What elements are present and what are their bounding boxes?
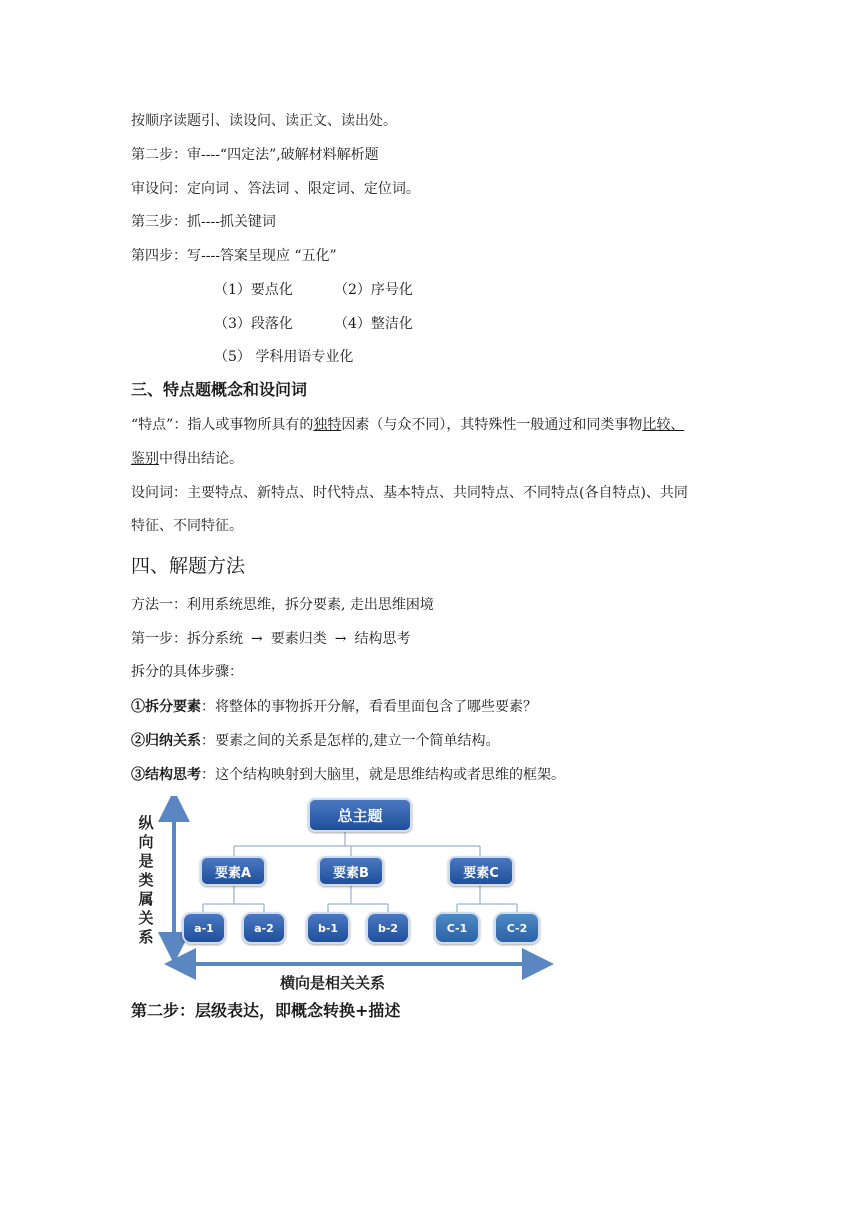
five-item-2: （2）序号化: [334, 282, 413, 298]
five-item-3: （3）段落化: [214, 316, 293, 332]
five-items-row-1: [214, 280, 413, 300]
section-four-heading: 四、解题方法: [131, 555, 246, 577]
question-words-line-2: 特征、不同特征。: [131, 518, 243, 534]
underlined-term: 独特: [313, 417, 342, 433]
flow-step: 要素归类: [270, 631, 327, 647]
diagram-leaf-node: b-2: [366, 912, 410, 944]
vertical-axis-label: 纵 向 是 类 属 关 系: [138, 814, 154, 946]
underlined-term: 比较、: [642, 417, 685, 433]
definition-text: “特点”：指人或事物所具有的: [131, 417, 314, 433]
flow-step: 第一步：拆分系统: [131, 631, 243, 647]
step-description: ：这个结构映射到大脑里，就是思维结构或者思维的框架。: [201, 767, 565, 783]
diagram-leaf-node: a-1: [182, 912, 226, 944]
step-four-text: 第四步：写----答案呈现应 “五化”: [131, 248, 337, 264]
split-steps-title: 拆分的具体步骤：: [131, 664, 243, 680]
feature-definition-line-1: [131, 415, 684, 435]
diagram-top-node: 总主题: [308, 798, 412, 832]
step-label: ②归纳关系: [131, 733, 201, 749]
diagram-element-node: 要素B: [318, 856, 384, 886]
diagram-leaf-node: b-1: [306, 912, 350, 944]
step-one-flow: [131, 629, 410, 649]
structure-diagram: [130, 796, 578, 992]
section-three-heading: 三、特点题概念和设问词: [131, 380, 308, 399]
five-item-4: （4）整洁化: [334, 316, 413, 332]
split-step-2: [131, 731, 499, 751]
question-words-line-1: 设问词：主要特点、新特点、时代特点、基本特点、共同特点、不同特点(各自特点)、共同: [131, 485, 688, 501]
split-step-1: [131, 697, 537, 717]
arrow-right-icon: →: [251, 631, 263, 647]
step-two-text: 第二步：审----“四定法”,破解材料解析题: [131, 147, 379, 163]
step-description: ：要素之间的关系是怎样的,建立一个简单结构。: [201, 733, 500, 749]
five-item-1: （1）要点化: [214, 282, 293, 298]
read-order-text: 按顺序读题引、读设问、读正文、读出处。: [131, 113, 397, 129]
feature-definition-line-2: [131, 449, 243, 469]
method-one-text: 方法一：利用系统思维，拆分要素, 走出思维困境: [131, 597, 434, 613]
diagram-element-node: 要素C: [448, 856, 514, 886]
definition-text: 中得出结论。: [159, 451, 243, 467]
step-label: ①拆分要素: [131, 699, 201, 715]
flow-step: 结构思考: [354, 631, 411, 647]
arrow-right-icon: →: [334, 631, 347, 647]
diagram-leaf-node: C-1: [434, 912, 480, 944]
horizontal-axis-label: 横向是相关关系: [280, 974, 386, 992]
five-items-row-2: [214, 314, 413, 334]
diagram-leaf-node: C-2: [494, 912, 540, 944]
definition-text: 因素（与众不同），其特殊性一般通过和同类事物: [341, 417, 643, 433]
step-three-text: 第三步：抓----抓关键词: [131, 214, 276, 230]
underlined-term: 鉴别: [131, 451, 159, 467]
step-two-heading: 第二步：层级表达，即概念转换+描述: [131, 1001, 401, 1020]
diagram-leaf-node: a-2: [242, 912, 286, 944]
step-label: ③结构思考: [131, 767, 201, 783]
diagram-element-node: 要素A: [200, 856, 266, 886]
question-words-text: 审设问：定向词 、答法词 、限定词、定位词。: [131, 181, 420, 197]
five-item-5: （5） 学科用语专业化: [214, 349, 354, 365]
split-step-3: [131, 765, 565, 785]
step-description: ：将整体的事物拆开分解，看看里面包含了哪些要素？: [201, 699, 537, 715]
